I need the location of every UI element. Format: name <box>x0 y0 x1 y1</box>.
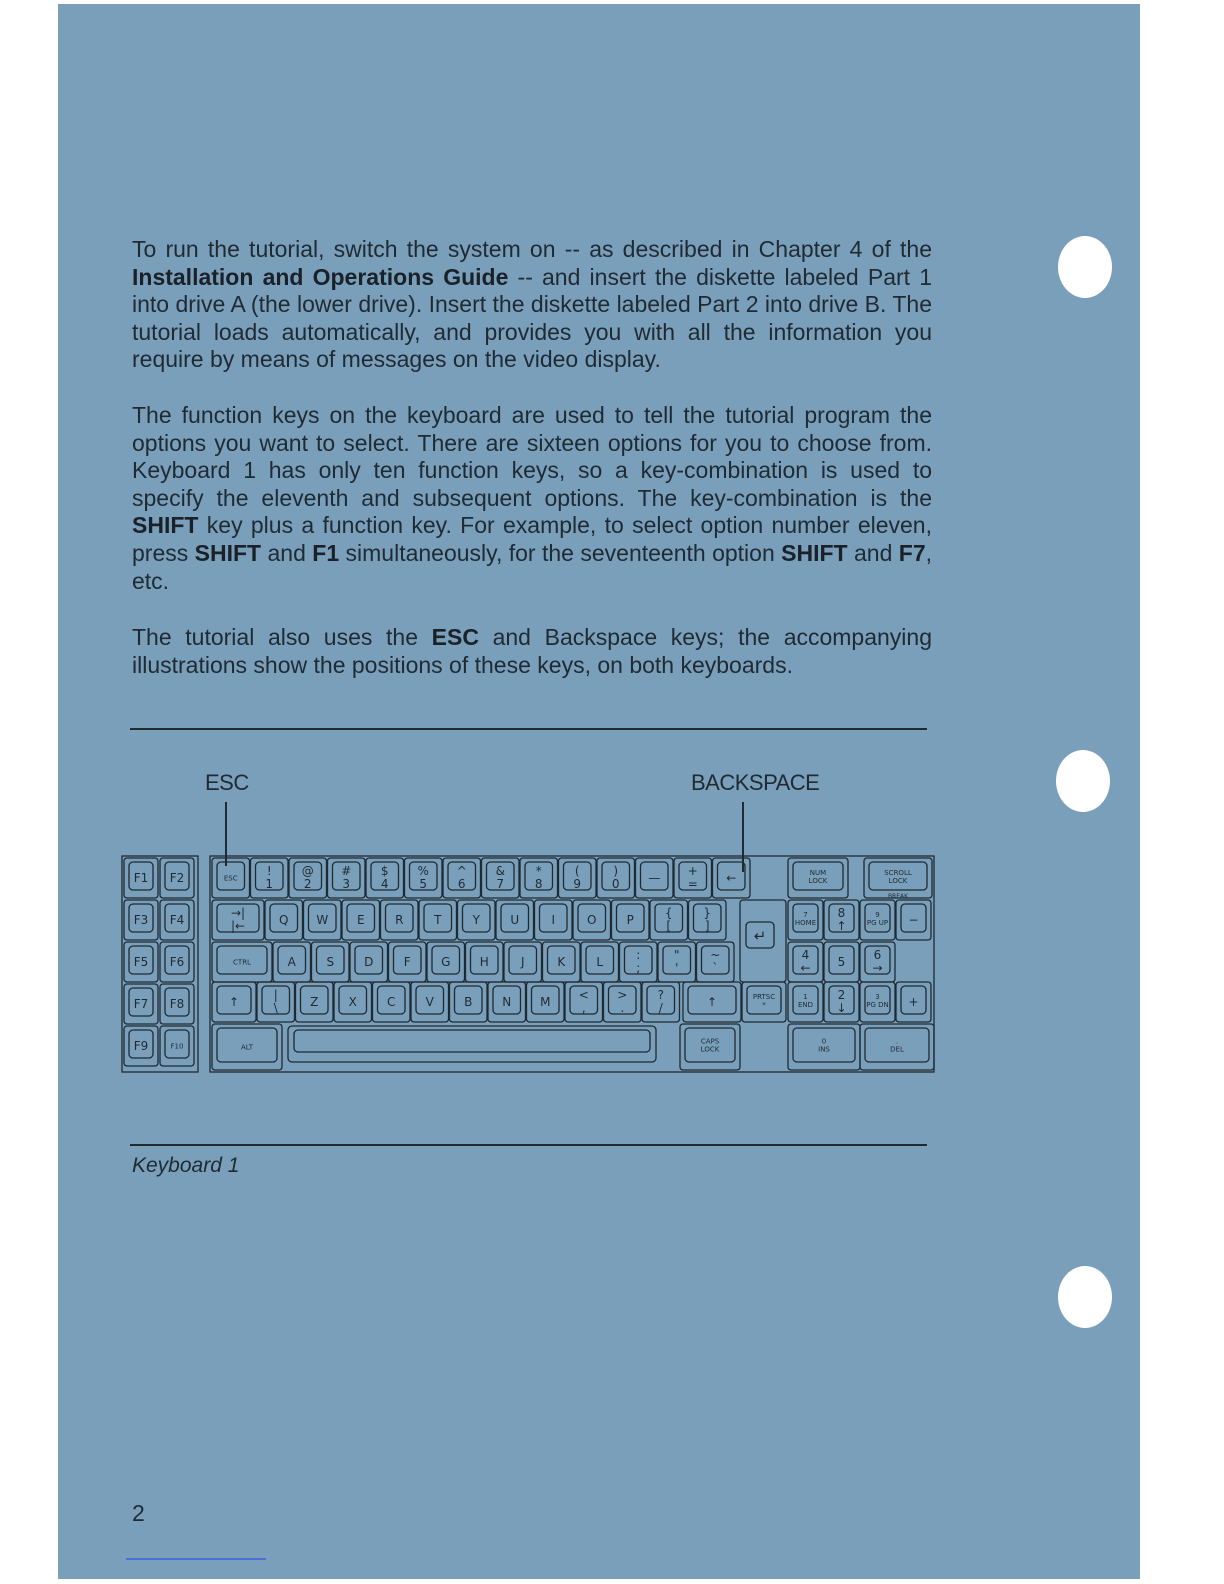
key-label-symbol: * <box>762 1000 766 1009</box>
page-number: 2 <box>132 1500 145 1526</box>
key-label-symbol: ] <box>704 918 710 933</box>
key-label-symbol: ; <box>636 960 641 975</box>
key-label-e: E <box>356 913 365 928</box>
text: and <box>847 539 899 566</box>
key-label-symbol: / <box>658 1000 663 1015</box>
key-label-4: 4 <box>380 876 389 891</box>
key-label-v: V <box>425 995 434 1010</box>
key-label-p: P <box>626 913 634 928</box>
key-label-0: 0 <box>821 1037 827 1046</box>
key-label-symbol: % <box>417 863 429 878</box>
key-name: SHIFT <box>781 539 848 566</box>
key-label-scroll: SCROLL <box>884 868 912 877</box>
key-label-7: 7 <box>803 910 808 919</box>
key-label-k: K <box>557 955 566 970</box>
key-label-ctrl: CTRL <box>233 958 251 967</box>
key-label-symbol: ( <box>574 863 580 878</box>
key-label-symbol: + <box>908 995 919 1010</box>
key-label-symbol: →| <box>230 905 246 920</box>
key-label-lock: LOCK <box>888 876 908 885</box>
key-label-9: 9 <box>573 876 582 891</box>
key-label-1: 1 <box>265 876 274 891</box>
key-label-symbol: ← <box>726 871 737 886</box>
key-label-symbol: ↑ <box>706 995 718 1010</box>
key-label-f2: F2 <box>169 871 185 886</box>
key-label-x: X <box>348 995 357 1010</box>
key-label-0: 0 <box>611 876 620 891</box>
paragraph-function-keys <box>132 402 932 595</box>
figure-caption: Keyboard 1 <box>132 1154 240 1177</box>
page-sheet <box>58 4 1140 1579</box>
key-label-b: B <box>464 995 473 1010</box>
key-label-symbol: = <box>687 876 698 891</box>
text: key plus a function key. For example, to select option number eleven, press <box>132 512 932 566</box>
key-label-esc: ESC <box>223 874 238 883</box>
key-label-f8: F8 <box>169 997 185 1012</box>
key-label-n: N <box>502 995 512 1010</box>
key-label-symbol: ↑ <box>228 995 240 1010</box>
key-label-s: S <box>326 955 335 970</box>
key-label-symbol: { <box>664 905 673 920</box>
text: and Backspace keys; the accompanying illustrations show the positions of these keys, on both keyboards. <box>132 624 932 678</box>
key-label-symbol: ↓ <box>836 1000 847 1015</box>
binder-hole-middle <box>1056 750 1110 812</box>
key-label-a: A <box>287 955 296 970</box>
key-label-7: 7 <box>496 876 505 891</box>
key-label-symbol: ! <box>266 863 272 878</box>
key-label-ins: INS <box>818 1045 830 1054</box>
key-label-i: I <box>551 913 556 928</box>
key-label-symbol: : <box>636 947 641 962</box>
key-label-symbol: [ <box>666 918 672 933</box>
key-label-lock: LOCK <box>808 876 828 885</box>
backspace-callout: BACKSPACE <box>691 770 820 795</box>
key-name: F1 <box>312 539 340 566</box>
key-label-symbol: * <box>535 863 542 878</box>
key-label-6: 6 <box>457 876 466 891</box>
key-label-y: Y <box>472 913 480 928</box>
key-label-end: END <box>797 1000 814 1009</box>
key-label-symbol: ` <box>712 960 719 975</box>
key-label-f1: F1 <box>133 871 149 886</box>
key-label-lock: LOCK <box>700 1045 720 1054</box>
key-label-pg-up: PG UP <box>866 918 889 927</box>
key-label-symbol: " <box>673 947 680 962</box>
text: To run the tutorial, switch the system on -- as described in Chapter 4 of the <box>132 236 932 262</box>
key-label-2: 2 <box>837 987 846 1002</box>
key-label-c: C <box>387 995 396 1010</box>
key-label-symbol: ' <box>675 960 679 975</box>
key-label-d: D <box>364 955 374 970</box>
key-label-prtsc: PRTSC <box>752 992 776 1001</box>
paragraph-intro <box>132 236 932 374</box>
text: , etc. <box>132 539 933 594</box>
key-name: ESC <box>431 624 479 650</box>
key-label-symbol: ^ <box>456 863 467 878</box>
key-name: SHIFT <box>132 512 199 539</box>
key-label-symbol: . <box>620 1000 625 1015</box>
key-label-symbol: , <box>581 1000 586 1015</box>
key-label-l: L <box>596 955 604 970</box>
break-label: BREAK <box>887 893 909 900</box>
key-label-symbol: @ <box>301 863 314 878</box>
key-label-o: O <box>587 913 597 928</box>
key-label-symbol: | <box>273 987 278 1002</box>
key-label-r: R <box>395 913 404 928</box>
divider-bottom <box>130 1144 927 1146</box>
key-label-j: J <box>520 955 525 970</box>
key-label-symbol: . <box>895 1037 899 1046</box>
key-label-symbol: |← <box>230 918 246 933</box>
keyboard-1-diagram <box>120 854 940 1078</box>
key-label-9: 9 <box>875 910 880 919</box>
key-label-symbol: — <box>648 871 661 886</box>
key-label-3: 3 <box>342 876 351 891</box>
key-label-g: G <box>441 955 451 970</box>
key-label-2: 2 <box>303 876 312 891</box>
key-label-5: 5 <box>837 955 846 970</box>
key-label-6: 6 <box>873 947 882 962</box>
key-label-u: U <box>510 913 520 928</box>
paragraph-esc-backspace <box>132 624 932 679</box>
key-label-f6: F6 <box>169 955 185 970</box>
key-label-4: 4 <box>801 947 810 962</box>
key-label-symbol: ? <box>657 987 664 1002</box>
key-label-f3: F3 <box>133 913 149 928</box>
text: and <box>261 539 313 566</box>
guide-title: Installation and Operations Guide <box>132 263 509 290</box>
key-label-h: H <box>479 955 489 970</box>
key-label-pg-dn: PG DN <box>866 1000 889 1009</box>
key-label-f5: F5 <box>133 955 149 970</box>
space-bar <box>288 1026 656 1062</box>
key-label-num: NUM <box>809 868 827 877</box>
text: -- and insert the diskette labeled Part 1 into drive A (the lower drive). Insert the diskette labeled Part 2 into drive B. The tutorial loads automatically, and provides you with all the information you require by means of messages on the video display. <box>132 263 933 373</box>
key-label-symbol: ↑ <box>836 918 847 933</box>
key-label-home: HOME <box>794 918 817 927</box>
key-label-symbol: < <box>578 987 589 1002</box>
key-name: SHIFT <box>194 539 262 566</box>
key-label-q: Q <box>279 913 289 928</box>
space-bar-cap <box>294 1030 650 1052</box>
key-label-f10: F10 <box>170 1042 184 1051</box>
key-label-symbol: $ <box>380 863 389 878</box>
key-label-caps: CAPS <box>700 1037 720 1046</box>
key-label-symbol: & <box>495 863 505 878</box>
key-label-f4: F4 <box>169 913 185 928</box>
key-label-8: 8 <box>837 905 846 920</box>
key-label-8: 8 <box>534 876 543 891</box>
key-label-symbol: → <box>872 960 883 975</box>
key-label-symbol: ) <box>613 863 619 878</box>
key-label-5: 5 <box>419 876 428 891</box>
binder-hole-bottom <box>1058 1266 1112 1328</box>
text: simultaneously, for the seventeenth option <box>339 539 782 566</box>
key-label-symbol: > <box>617 987 628 1002</box>
key-label-t: T <box>434 913 442 928</box>
key-name: F7 <box>898 539 926 566</box>
bottom-line <box>126 1558 266 1560</box>
key-label-symbol: } <box>703 905 712 920</box>
key-label-symbol: + <box>687 863 698 878</box>
key-label-f7: F7 <box>133 997 149 1012</box>
key-label-3: 3 <box>875 992 880 1001</box>
key-label-z: Z <box>310 995 319 1010</box>
esc-callout: ESC <box>205 770 249 795</box>
key-label-1: 1 <box>803 992 808 1001</box>
text: The tutorial also uses the <box>132 624 432 650</box>
key-label-symbol: ~ <box>710 947 721 962</box>
key-label-symbol: \ <box>273 1000 278 1015</box>
key-label-symbol: ← <box>800 960 811 975</box>
enter-icon: ↵ <box>753 927 767 945</box>
key-label-symbol: − <box>908 913 919 928</box>
text: The function keys on the keyboard are used to tell the tutorial program the options you want to select. There are sixteen options for you to choose from. Keyboard 1 has only ten function keys, so a key-combination is used to specify the eleventh and subsequent options. The key-combination is the <box>132 402 932 511</box>
key-label-f9: F9 <box>133 1039 149 1054</box>
key-label-symbol: # <box>341 863 352 878</box>
key-label-del: DEL <box>890 1045 904 1054</box>
binder-hole-top <box>1058 236 1112 298</box>
key-label-m: M <box>540 995 551 1010</box>
divider-top <box>130 728 927 730</box>
key-label-alt: ALT <box>240 1043 254 1052</box>
key-label-w: W <box>316 913 329 928</box>
key-label-f: F <box>403 955 411 970</box>
